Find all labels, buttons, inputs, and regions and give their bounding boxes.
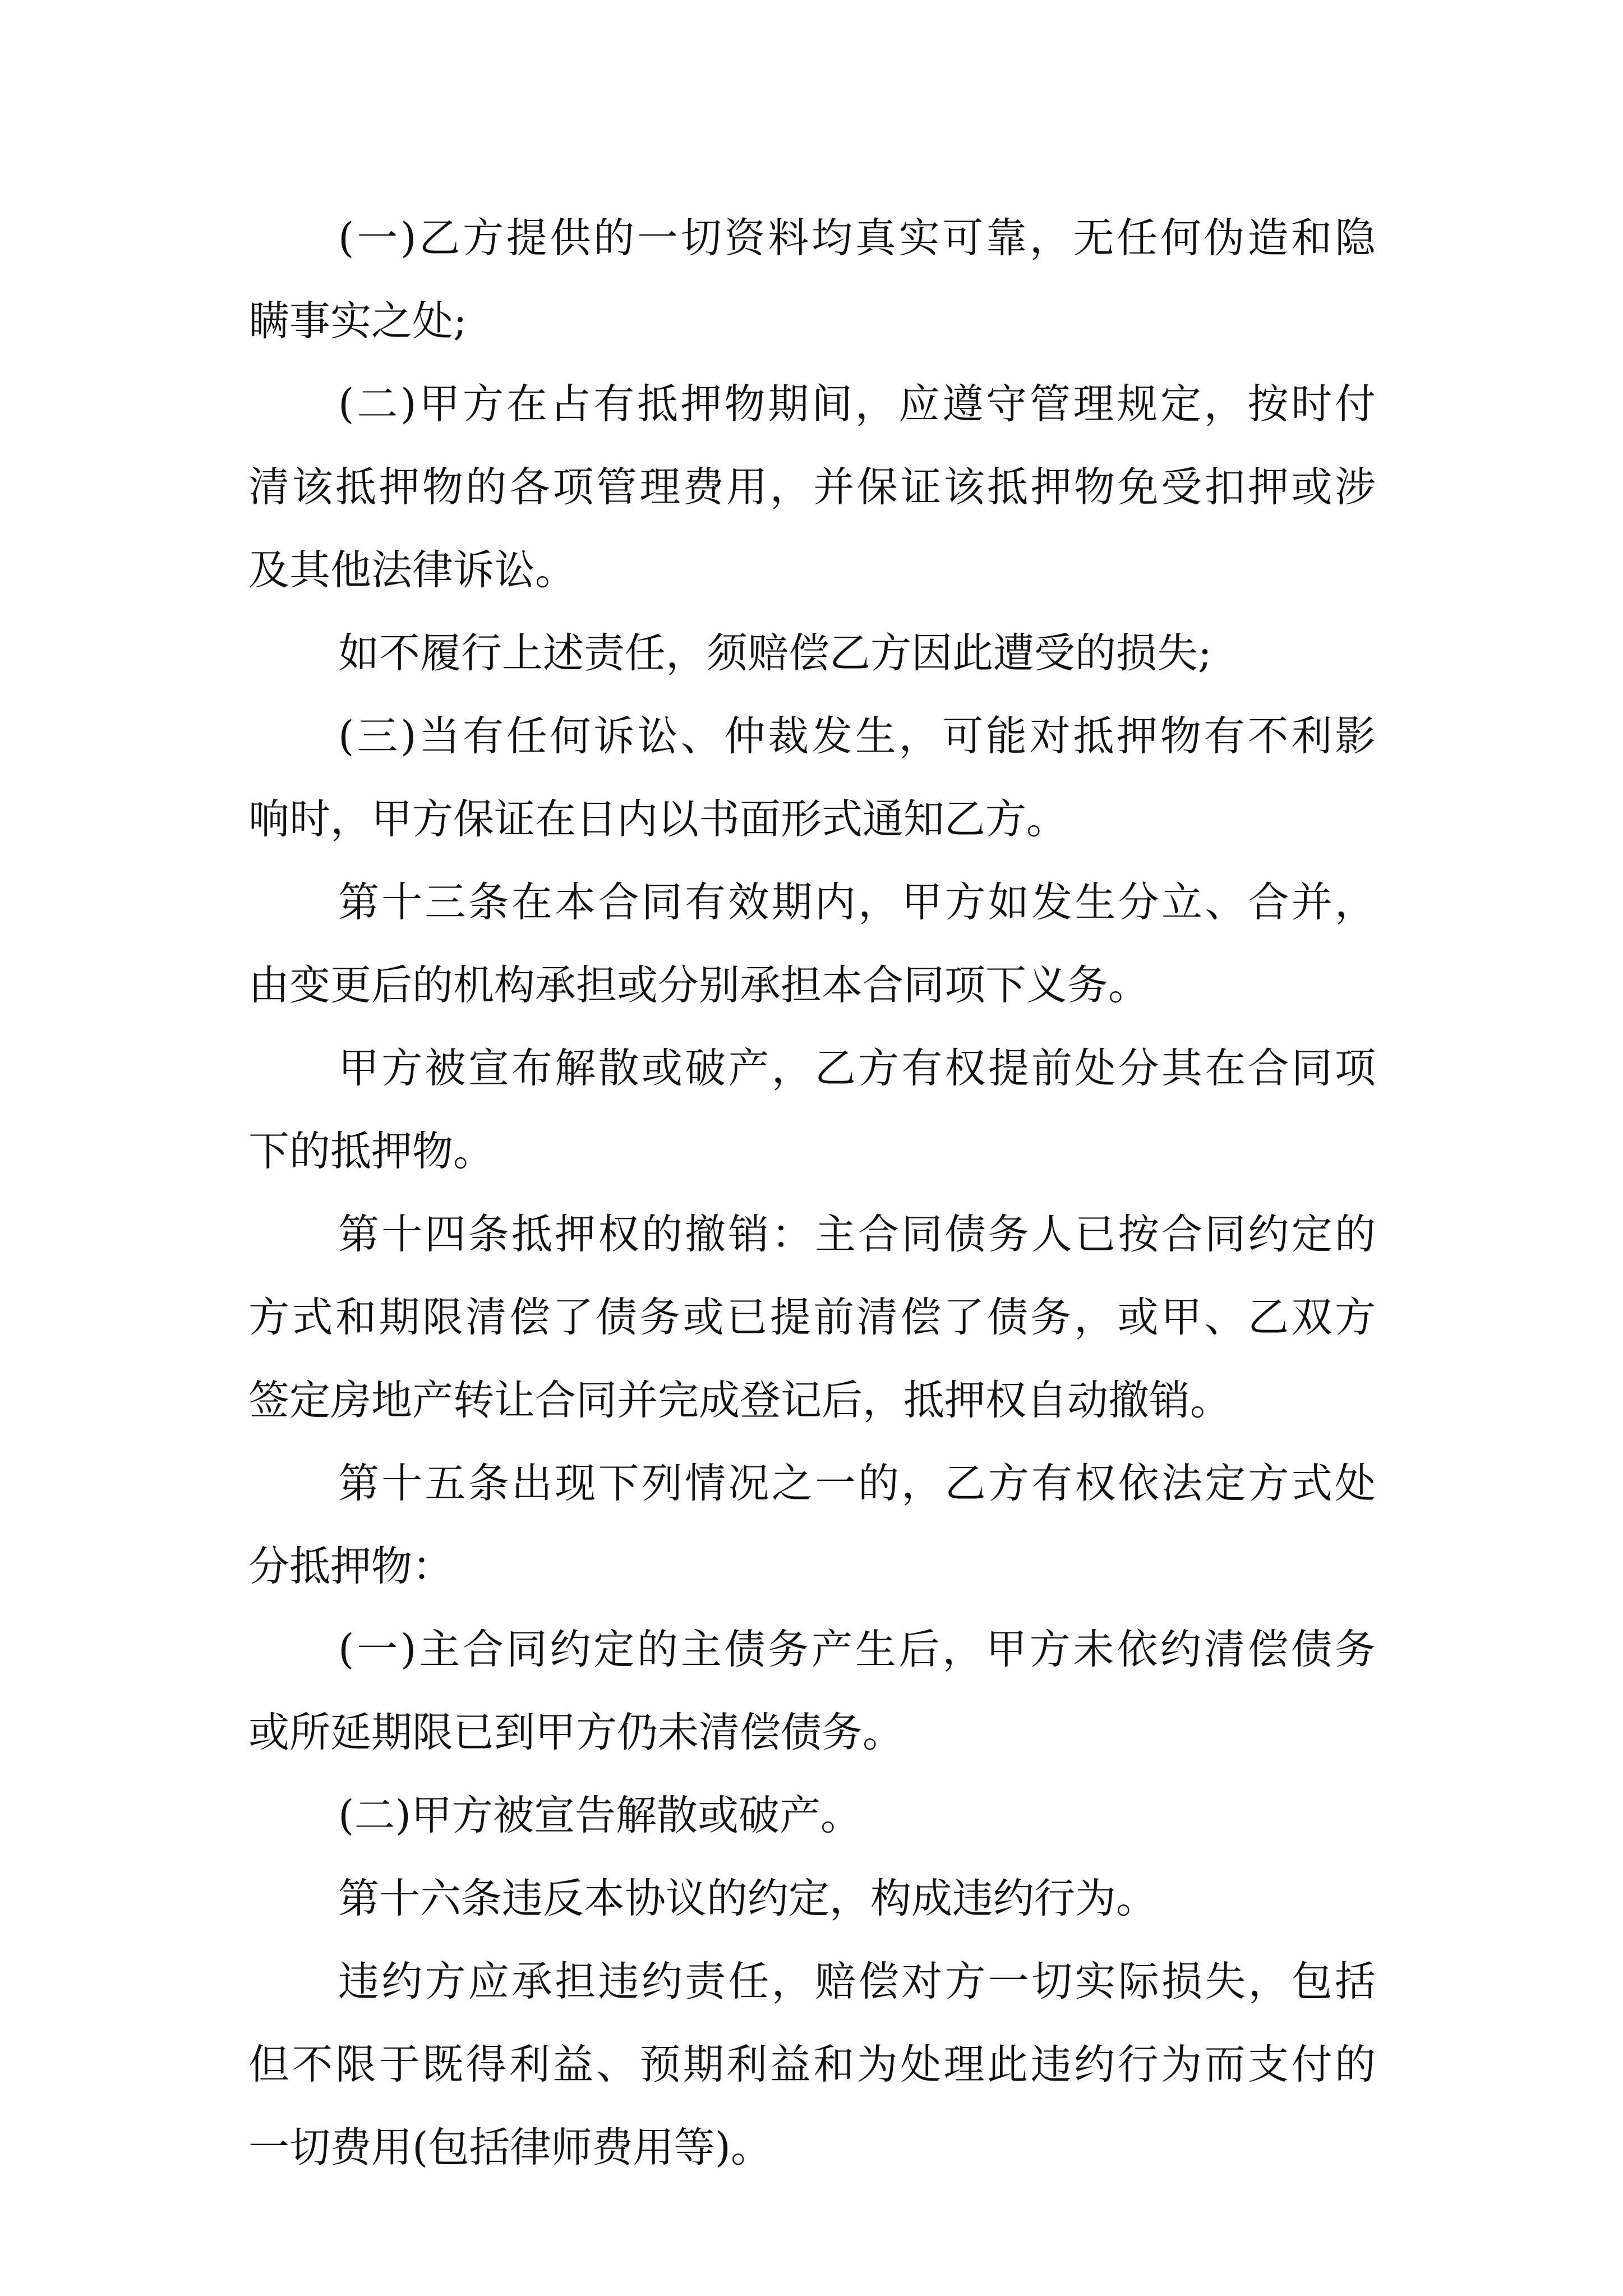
text-line: 响时，甲方保证在日内以书面形式通知乙方。 bbox=[248, 795, 1067, 843]
text-line: 及其他法律诉讼。 bbox=[248, 546, 576, 594]
text-line: 如不履行上述责任，须赔偿乙方因此遭受的损失; bbox=[338, 629, 1212, 677]
text-line: 第十五条出现下列情况之一的，乙方有权依法定方式处 bbox=[338, 1460, 1376, 1507]
text-line: 甲方被宣布解散或破产，乙方有权提前处分其在合同项 bbox=[338, 1045, 1376, 1092]
text-line: (二)甲方在占有抵押物期间，应遵守管理规定，按时付 bbox=[338, 380, 1376, 428]
text-line: 但不限于既得利益、预期利益和为处理此违约行为而支付的 bbox=[248, 2041, 1376, 2088]
text-line: 方式和期限清偿了债务或已提前清偿了债务，或甲、乙双方 bbox=[248, 1294, 1376, 1341]
text-line: 分抵押物： bbox=[248, 1543, 453, 1590]
text-line: 下的抵押物。 bbox=[248, 1128, 494, 1175]
text-line: (二)甲方被宣告解散或破产。 bbox=[338, 1792, 861, 1839]
text-line: 第十六条违反本协议的约定，构成违约行为。 bbox=[338, 1875, 1157, 1922]
text-line: 签定房地产转让合同并完成登记后，抵押权自动撤销。 bbox=[248, 1377, 1231, 1424]
text-line: 一切费用(包括律师费用等)。 bbox=[248, 2124, 772, 2171]
text-line: (三)当有任何诉讼、仲裁发生，可能对抵押物有不利影 bbox=[338, 712, 1376, 760]
text-line: 违约方应承担违约责任，赔偿对方一切实际损失，包括 bbox=[338, 1958, 1376, 2005]
text-line: 由变更后的机构承担或分别承担本合同项下义务。 bbox=[248, 961, 1149, 1009]
text-line: (一)主合同约定的主债务产生后，甲方未依约清偿债务 bbox=[338, 1626, 1376, 1673]
text-line: 第十四条抵押权的撤销：主合同债务人已按合同约定的 bbox=[338, 1211, 1376, 1258]
text-line: 第十三条在本合同有效期内，甲方如发生分立、合并， bbox=[338, 878, 1376, 926]
text-line: 或所延期限已到甲方仍未清偿债务。 bbox=[248, 1709, 903, 1756]
text-line: 瞒事实之处; bbox=[248, 297, 467, 345]
text-line: 清该抵押物的各项管理费用，并保证该抵押物免受扣押或涉 bbox=[248, 463, 1376, 511]
text-line: (一)乙方提供的一切资料均真实可靠，无任何伪造和隐 bbox=[338, 214, 1376, 262]
